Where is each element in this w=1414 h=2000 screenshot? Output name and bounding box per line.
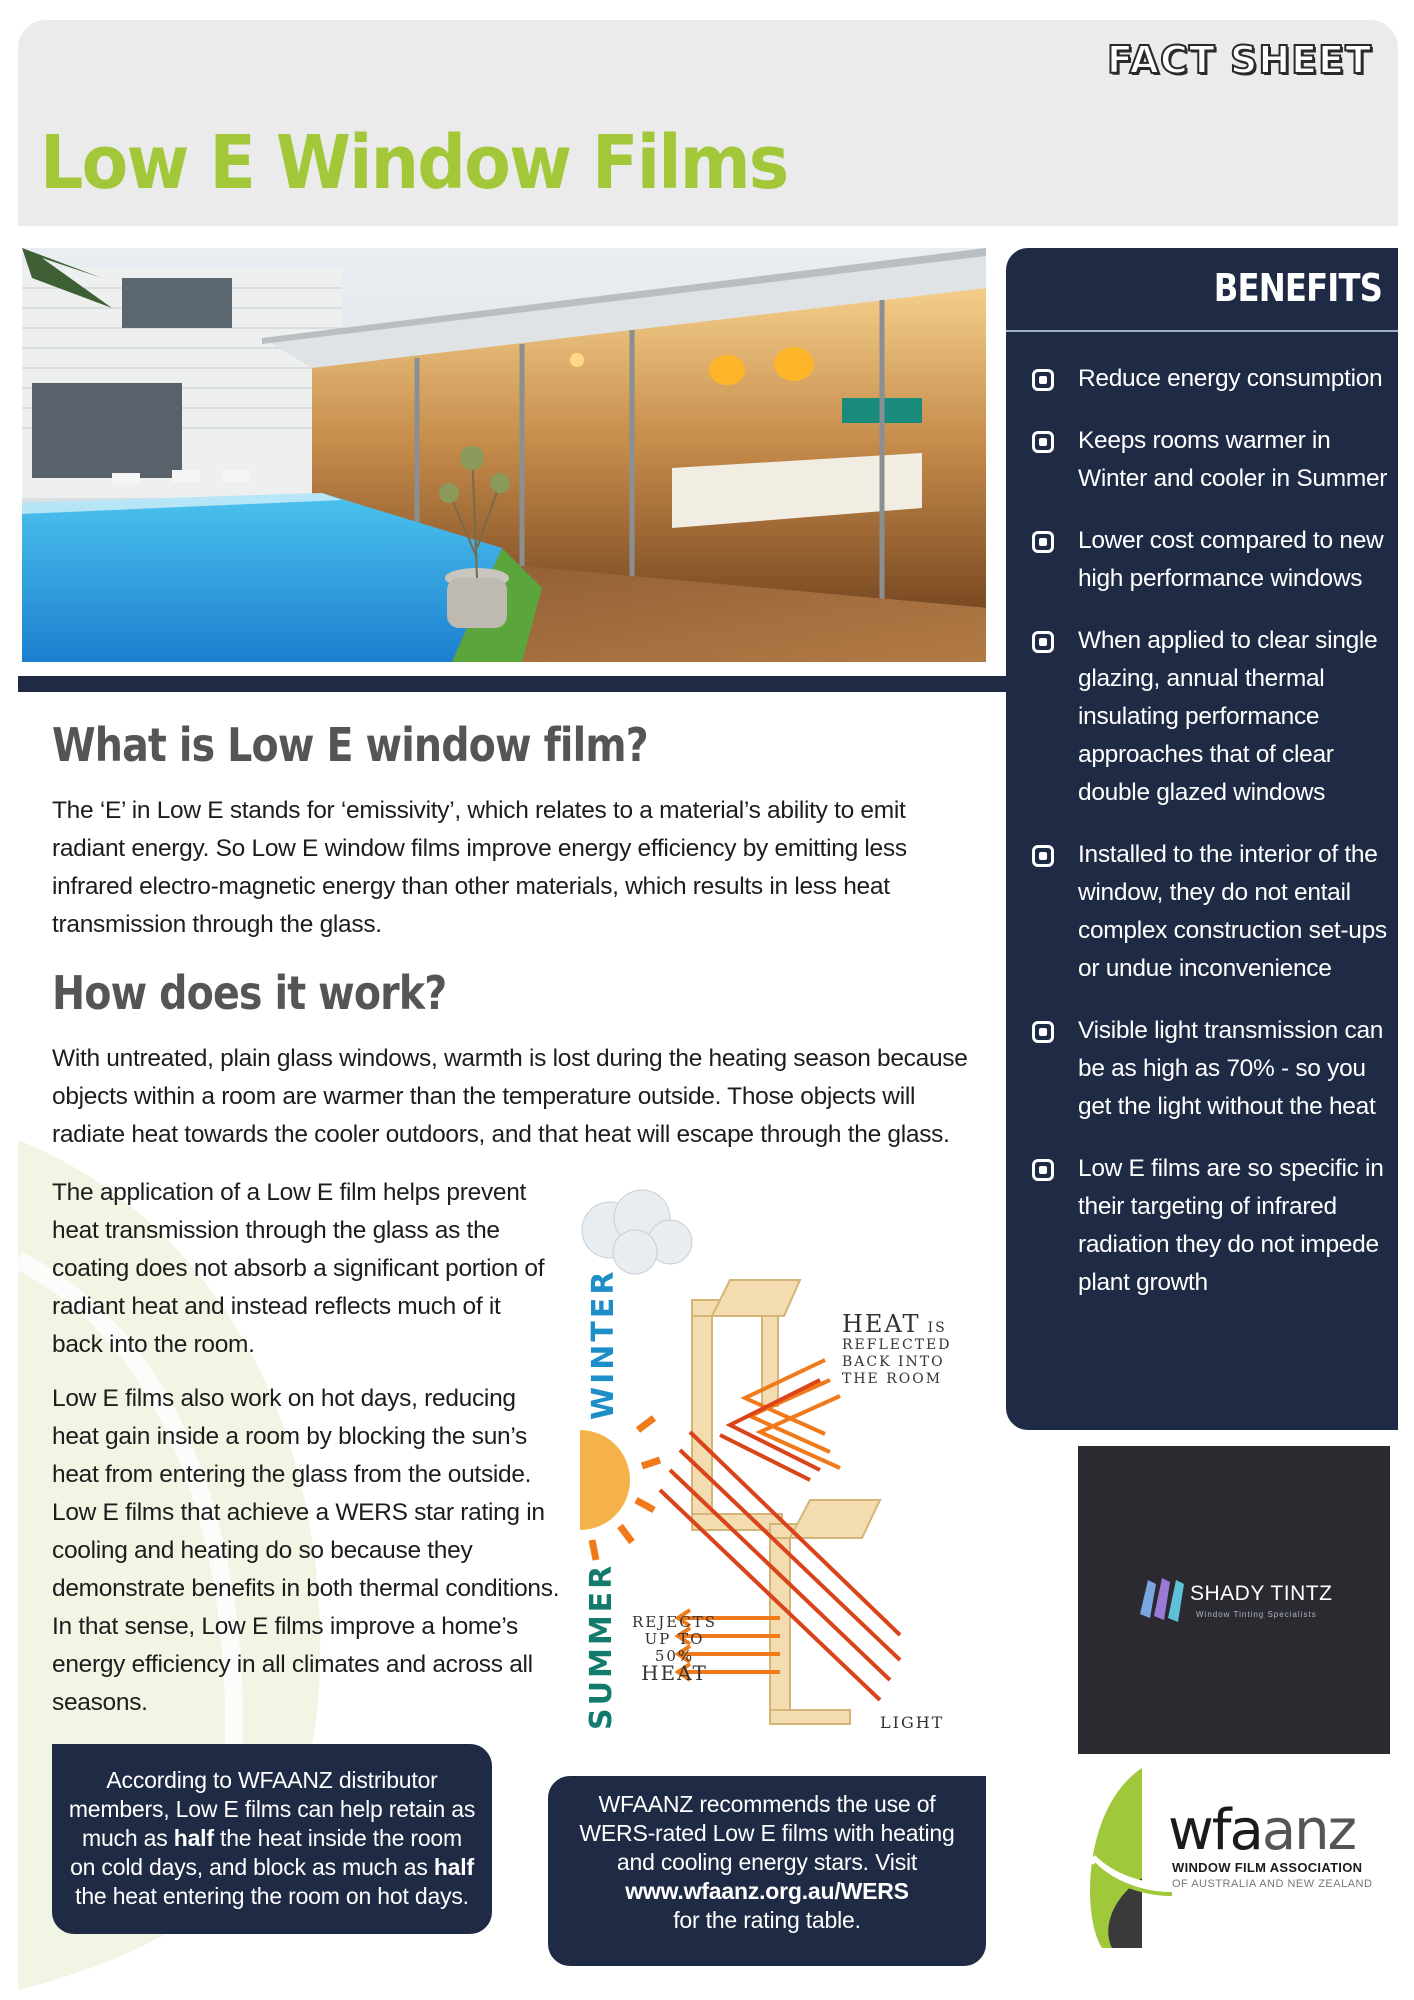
benefit-item bbox=[1026, 622, 1396, 812]
callout-text: WFAANZ recommends the use of WERS-rated Low E films with heating and cooling energy stars. Visit bbox=[579, 1791, 955, 1875]
benefit-text: Reduce energy consumption bbox=[1078, 365, 1383, 392]
section-divider-bar bbox=[18, 676, 1008, 692]
winter-caption-line: BACK INTO bbox=[842, 1354, 945, 1370]
callout-text: the heat entering the room on hot days. bbox=[75, 1883, 469, 1909]
section-body-how-2: The application of a Low E film helps prevent heat transmission through the glass as the coating does not absorb a significant portion of radiant heat and instead reflects much of it back into the room. bbox=[52, 1179, 545, 1358]
benefit-item bbox=[1026, 1150, 1396, 1302]
benefits-panel bbox=[1006, 248, 1398, 1430]
winter-heat-arrows-icon bbox=[745, 1360, 840, 1468]
fact-sheet-badge: FACT SHEET bbox=[1106, 38, 1372, 82]
wers-recommendation-callout bbox=[548, 1776, 986, 1966]
wfaanz-wordmark-bold: wfa bbox=[1168, 1798, 1262, 1863]
shady-tintz-mark-icon bbox=[1138, 1574, 1198, 1624]
wfaanz-wordmark-light: anz bbox=[1261, 1798, 1356, 1863]
callout-text: for the rating table. bbox=[673, 1907, 861, 1933]
benefit-item bbox=[1026, 422, 1396, 498]
wfaanz-logo bbox=[1082, 1768, 1392, 1948]
benefit-item bbox=[1026, 836, 1396, 988]
square-bullet-icon bbox=[1032, 631, 1054, 653]
section-body-how-1: With untreated, plain glass windows, warmth is lost during the heating season because objects within a room are warmer than the temperature outside. Those objects will radiate heat towards the cooler outdoors, and that heat will escape through the glass. bbox=[52, 1045, 968, 1148]
shady-tintz-logo bbox=[1078, 1446, 1390, 1754]
callout-text: According to WFAANZ distributor members, Low E films can help retain as much as bbox=[68, 1767, 476, 1851]
shady-tintz-tagline: Window Tinting Specialists bbox=[1196, 1610, 1317, 1619]
benefits-title: BENEFITS bbox=[1213, 266, 1382, 310]
benefits-divider bbox=[1006, 330, 1398, 332]
summer-label: SUMMER bbox=[584, 1562, 619, 1730]
cloud-icon bbox=[582, 1190, 692, 1274]
wers-link[interactable]: www.wfaanz.org.au/WERS bbox=[625, 1878, 909, 1904]
square-bullet-icon bbox=[1032, 531, 1054, 553]
summer-light-caption: LIGHT bbox=[880, 1713, 945, 1732]
header-banner bbox=[18, 20, 1398, 226]
benefit-text: Installed to the interior of the window, they do not entail complex construction set-ups or undue inconvenience bbox=[1078, 841, 1387, 982]
benefit-text: Visible light transmission can be as high as 70% - so you get the light without the heat bbox=[1078, 1017, 1384, 1120]
winter-heat-word: HEAT bbox=[842, 1310, 921, 1338]
callout-bold: half bbox=[433, 1854, 474, 1880]
square-bullet-icon bbox=[1032, 845, 1054, 867]
benefit-item bbox=[1026, 360, 1396, 398]
benefits-list bbox=[1026, 360, 1396, 1326]
wfaanz-wordmark bbox=[1168, 1798, 1355, 1863]
summer-caption-line: REJECTS bbox=[632, 1613, 717, 1631]
square-bullet-icon bbox=[1032, 1021, 1054, 1043]
benefit-item bbox=[1026, 522, 1396, 598]
wfaanz-line1: WINDOW FILM ASSOCIATION bbox=[1172, 1860, 1363, 1875]
section-heading-what: What is Low E window film? bbox=[52, 718, 648, 772]
wfaanz-mark-icon bbox=[1082, 1768, 1172, 1948]
square-bullet-icon bbox=[1032, 1159, 1054, 1181]
benefit-item bbox=[1026, 1012, 1396, 1126]
callout-text: the heat inside the room on cold days, and block as much as bbox=[70, 1825, 462, 1880]
winter-caption-line: REFLECTED bbox=[842, 1337, 952, 1353]
section-body-how-3: Low E films also work on hot days, reducing heat gain inside a room by blocking the sun’s heat from entering the glass from the outside. Low E films that achieve a WERS star rating in cooling and heating do so because they demonstrate benefits in both thermal conditions. In that sense, Low E films improve a home’s energy efficiency in all climates and across all seasons. bbox=[52, 1385, 560, 1716]
benefit-text: Keeps rooms warmer in Winter and cooler in Summer bbox=[1078, 427, 1388, 492]
sun-icon bbox=[580, 1418, 660, 1560]
square-bullet-icon bbox=[1032, 431, 1054, 453]
summer-caption-line: HEAT bbox=[641, 1661, 708, 1685]
shady-tintz-name: SHADY TINTZ bbox=[1190, 1582, 1333, 1605]
wfaanz-line2: OF AUSTRALIA AND NEW ZEALAND bbox=[1172, 1878, 1373, 1890]
page-title: Low E Window Films bbox=[40, 120, 788, 206]
summer-caption-line: 50% bbox=[654, 1647, 695, 1665]
winter-label: WINTER bbox=[586, 1268, 621, 1420]
benefit-text: When applied to clear single glazing, annual thermal insulating performance approaches that of clear double glazed windows bbox=[1078, 627, 1378, 806]
winter-caption-line: THE ROOM bbox=[842, 1371, 943, 1387]
section-body-what: The ‘E’ in Low E stands for ‘emissivity’, which relates to a material’s ability to emit radiant energy. So Low E window films improve energy efficiency by emitting less infrared electro-magnetic energy than other materials, which results in less heat transmission through the glass. bbox=[52, 797, 907, 938]
hero-photo bbox=[22, 248, 986, 662]
square-bullet-icon bbox=[1032, 369, 1054, 391]
winter-heat-caption bbox=[842, 1310, 952, 1388]
winter-heat-small: IS bbox=[927, 1320, 947, 1336]
summer-heat-caption bbox=[632, 1613, 717, 1685]
retain-heat-callout bbox=[52, 1744, 492, 1934]
winter-window-icon bbox=[692, 1280, 800, 1530]
summer-caption-line: UP TO bbox=[644, 1630, 705, 1648]
benefit-text: Lower cost compared to new high performance windows bbox=[1078, 527, 1384, 592]
callout-bold: half bbox=[173, 1825, 214, 1851]
section-heading-how: How does it work? bbox=[52, 966, 447, 1020]
benefit-text: Low E films are so specific in their targeting of infrared radiation they do not impede plant growth bbox=[1078, 1155, 1384, 1296]
